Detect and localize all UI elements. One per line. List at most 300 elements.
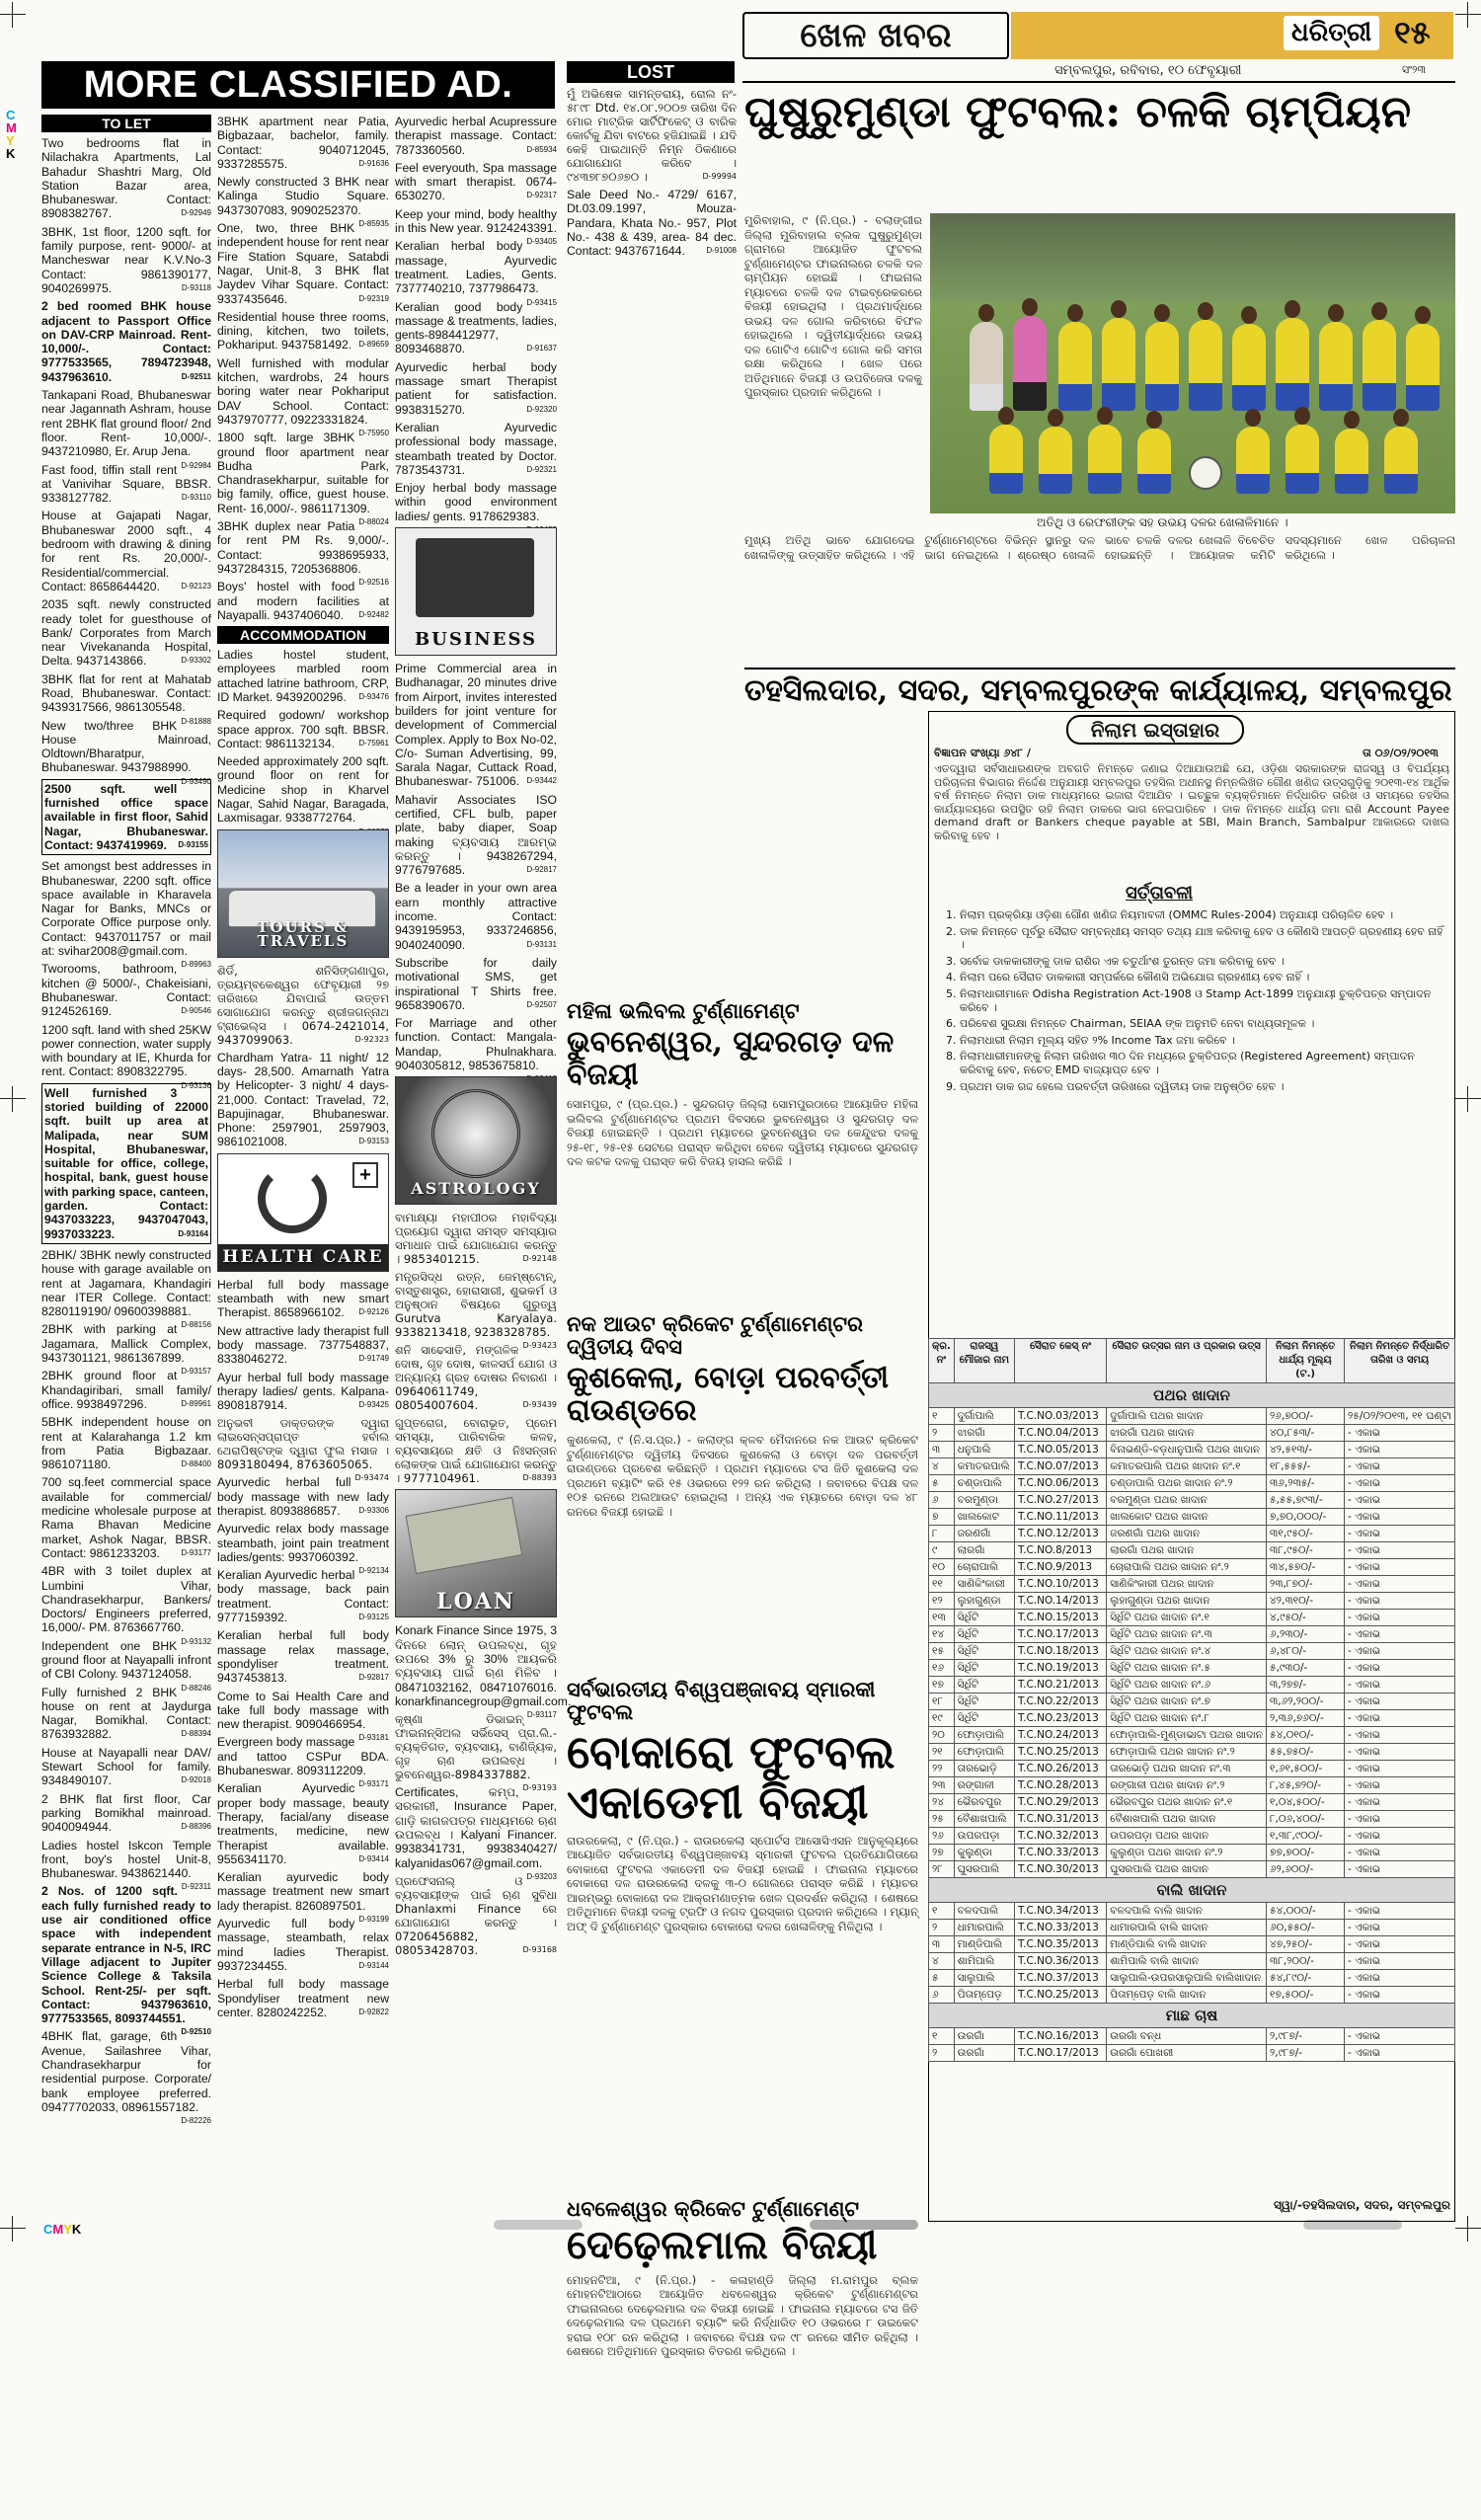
loan-image xyxy=(395,1489,557,1617)
table-cell: ଦୁର୍ଗାପାଲି xyxy=(954,1408,1014,1425)
table-cell: ରଙ୍ଗାଳୀ xyxy=(954,1777,1014,1794)
table-cell: ୧,୬୧,୫୦୦/- xyxy=(1267,1761,1345,1777)
table-cell: ୪୦,୮୫୩/- xyxy=(1267,1425,1345,1442)
ad-code: D-92822 xyxy=(358,2007,389,2016)
ad-code: D-93439 xyxy=(522,1400,557,1410)
ad-code: D-92018 xyxy=(181,1775,211,1785)
classified-ad xyxy=(41,1838,211,1892)
table-cell: ଭୈରବପୁର xyxy=(954,1794,1014,1811)
ad-code: D-93153 xyxy=(358,1137,389,1146)
football-icon xyxy=(1189,456,1222,490)
ad-code: D-93164 xyxy=(178,1228,208,1238)
classified-ad xyxy=(217,1278,389,1320)
ad-text: Well furnished 3 storied building of 22000 sqft. built up area at Malipada, near SUM Hospital, Bhubaneswar, suitable for office, college, hospital, bank, guest house with parking space, canteen, garden. Contact: 9437033223, 9437047043, 9937033223. xyxy=(44,1085,208,1241)
table-cell: T.C.NO.07/2013 xyxy=(1014,1458,1106,1475)
table-cell: ଭୈରବପୁର ପଥର ଖାଦାନ ନଂ.୧ xyxy=(1107,1794,1267,1811)
classified-ad xyxy=(395,161,557,203)
ad-code: D-92482 xyxy=(358,609,389,619)
table-row xyxy=(929,1559,1455,1576)
ad-text: Herbal full body massage steambath with new smart Therapist. 8658966102. xyxy=(217,1277,389,1320)
table-cell: ଚଣ୍ଡାପାଲି ପଥର ଖାଦାନ ନଂ.୨ xyxy=(1107,1475,1267,1492)
table-cell: ୫,୯୩୦/- xyxy=(1267,1660,1345,1677)
player-figure xyxy=(1039,427,1072,494)
table-cell: ୨୪ xyxy=(929,1794,955,1811)
table-row xyxy=(929,1761,1455,1777)
ad-text: Mahavir Associates ISO certified, CFL bulb, paper plate, baby diaper, Soap making ବ୍ୟବସାୟ ଆରମ୍ଭ କରନ୍ତୁ । 9438267294, 9776797685. xyxy=(395,792,557,878)
classified-ad xyxy=(217,1781,389,1866)
table-cell: T.C.NO.25/2013 xyxy=(1014,1744,1106,1761)
table-cell: - ଏକାଭ xyxy=(1345,1643,1455,1660)
table-row xyxy=(929,2045,1455,2062)
table-cell: - ଏକାଭ xyxy=(1345,1811,1455,1828)
crop-mark xyxy=(1455,1086,1481,1112)
ad-text: Tankapani Road, Bhubaneswar near Jagannath Ashram, house rent 2BHK flat ground floor/ 2nd floor. Rent- 10,000/-. 9437210980, Er. Arup Jena. xyxy=(41,388,211,459)
classified-ad xyxy=(217,355,389,438)
table-cell: ସାଲୁପାଲି xyxy=(954,1970,1014,1987)
notice-ref-no: ବିଜ୍ଞାପନ ସଂଖ୍ୟା ୬୪୮ / xyxy=(934,747,1031,759)
player-figure xyxy=(1276,318,1309,411)
classified-ad xyxy=(41,1884,211,2037)
ad-code: D-93415 xyxy=(526,297,557,307)
player-figure xyxy=(1406,324,1440,411)
table-cell: ୭ xyxy=(929,1509,955,1526)
table-cell: ସିର୍ଧିଟି ପଥର ଖାଦାନ ନଂ.୬ xyxy=(1107,1677,1267,1693)
table-cell: ୪୨,୩୧୦/- xyxy=(1267,1593,1345,1610)
classified-column-1 xyxy=(41,115,211,2238)
column-header: ସୈରାତ ଉତ୍ସର ନାମ ଓ ପ୍ରକାର ଉତ୍ସ xyxy=(1107,1339,1267,1383)
classified-ad xyxy=(395,1874,557,1957)
ad-code: D-93132 xyxy=(181,1636,211,1646)
cmyk-y: Y xyxy=(6,133,15,148)
story4-kicker: ସର୍ବଭାରତୀୟ ବିଶ୍ୱପଞ୍ଜାବୟ ସ୍ମାରକୀ ଫୁଟବଲ xyxy=(567,1677,876,1725)
table-row xyxy=(929,1811,1455,1828)
table-row xyxy=(929,1677,1455,1693)
table-cell: - ଏକାଭ xyxy=(1345,1761,1455,1777)
ad-list xyxy=(41,136,211,2126)
table-cell: T.C.NO.31/2013 xyxy=(1014,1811,1106,1828)
auction-table-body xyxy=(929,1383,1455,2062)
player-figure xyxy=(1335,429,1368,494)
ad-text: 2BHK/ 3BHK newly constructed house with garage available on rent at Jagamara, Khandagiri near ITER College. Contact: 8280119190/ 09600398881. xyxy=(41,1247,211,1319)
ad-code: D-93131 xyxy=(526,939,557,949)
ad-text: 2500 sqft. well furnished office space available in first floor, Sahid Nagar, Bhubaneswar. Contact: 9437419969. xyxy=(44,781,208,852)
ad-code: D-93155 xyxy=(178,839,208,849)
table-cell: ୧ xyxy=(929,2028,955,2045)
notice-ref-date: ତା ୦୬/୦୨/୨୦୧୩ xyxy=(1363,747,1439,759)
table-cell: ୪ xyxy=(929,1953,955,1970)
ad-text: Subscribe for daily motivational SMS, get inspirational T Shirts free. 9658390670. xyxy=(395,955,557,1012)
ad-code: D-93157 xyxy=(181,1367,211,1377)
ad-code: D-91636 xyxy=(358,158,389,168)
table-cell: ଉରଗାଁ ପୋଖରୀ xyxy=(1107,2045,1267,2062)
table-cell: ୩,୨୭୭/- xyxy=(1267,1677,1345,1693)
classified-ad xyxy=(567,188,737,258)
ad-text: Ayurvedic herbal Acupressure therapist massage. Contact: 7873360560. xyxy=(395,115,557,157)
ad-code: D-93136 xyxy=(181,1080,211,1090)
section-title: ପଥର ଖାଦାନ xyxy=(929,1383,1455,1408)
cmyk-k: K xyxy=(71,2222,82,2237)
health-care-label: HEALTH CARE xyxy=(218,1244,388,1270)
table-row xyxy=(929,1828,1455,1845)
ad-code: D-93442 xyxy=(526,776,557,786)
table-cell: T.C.NO.05/2013 xyxy=(1014,1442,1106,1458)
table-cell: T.C.NO.29/2013 xyxy=(1014,1794,1106,1811)
ad-text: 5BHK independent house on rent at Kalarahanga 1.2 km from Patia Bigbazaar. 9861071180. xyxy=(41,1415,211,1472)
ad-text: One, two, three BHK independent house for rent near Fire Station Square, Satabdi Nagar, Unit-8, 3 BHK flat Jaydev Vihar Square. Contact: 9337435646. xyxy=(217,221,389,306)
table-cell: ୨ xyxy=(929,1920,955,1936)
table-cell: ୧୨ xyxy=(929,1593,955,1610)
table-cell: T.C.NO.25/2013 xyxy=(1014,1987,1106,2004)
ad-list xyxy=(217,964,389,1149)
ad-text: Keralian Ayurvedic professional body massage, steambath treated by Doctor. 7873543731. xyxy=(395,420,557,477)
table-cell: ଚୋରାପାଲି ପଥର ଖାଦାନ ନଂ.୨ xyxy=(1107,1559,1267,1576)
table-cell: ୫୫,୭୫୦/- xyxy=(1267,1744,1345,1761)
story3-headline: କୁଶକେଲା, ବୋଡ଼ା ପରବର୍ତ୍ତୀ ରାଉଣ୍ଡରେ xyxy=(567,1361,890,1429)
conditions-title: ସର୍ତ୍ତାବଳୀ xyxy=(1126,883,1194,904)
ad-code: D-85935 xyxy=(358,219,389,229)
classified-ad xyxy=(41,1083,211,1244)
table-cell: ଝାରଗାଁ ପଥର ଖାଦାନ xyxy=(1107,1425,1267,1442)
table-row xyxy=(929,1861,1455,1878)
table-cell: ଦୁର୍ଗାପାଲି ପଥର ଖାଦାନ xyxy=(1107,1408,1267,1425)
table-cell: ଲାରଗାଁ xyxy=(954,1542,1014,1559)
table-row xyxy=(929,1953,1455,1970)
table-cell: ଉପରପଡ଼ା ପଥର ଖାଦାନ xyxy=(1107,1828,1267,1845)
table-row xyxy=(929,1710,1455,1727)
ad-list xyxy=(217,115,389,622)
table-row xyxy=(929,1408,1455,1425)
classified-ad xyxy=(395,1016,557,1072)
ad-text: କୃଷ୍ଣା ଡିଭାଇନ୍ ଫାଇନାନ୍ସିଅଲ ସର୍ଭିସେସ୍ ପ୍ରା.ଲି.- ବ୍ୟକ୍ତିଗତ, ବ୍ୟବସାୟ, ବାଣିଜ୍ୟିକ, ଗୃହ ଋଣ ଉପଲବ୍ଧ । ଭୁବନେଶ୍ୱର-8984337882. xyxy=(395,1712,557,1782)
ad-code: D-92311 xyxy=(181,1882,211,1892)
ad-text: 2BHK with parking at Jagamara, Mallick Complex, 9437301121, 9861367899. xyxy=(41,1322,211,1366)
column-header: ରାଜସ୍ୱ ମୌଜାର ନାମ xyxy=(954,1339,1014,1383)
table-cell: ସିର୍ଧିଟି ପଥର ଖାଦାନ ନଂ.୮ xyxy=(1107,1710,1267,1727)
table-cell: T.C.NO.35/2013 xyxy=(1014,1936,1106,1953)
table-cell: ପିତାମ୍ପେଡ଼ xyxy=(954,1987,1014,2004)
table-row xyxy=(929,1794,1455,1811)
ad-list xyxy=(217,648,389,826)
table-cell: T.C.NO.24/2013 xyxy=(1014,1727,1106,1744)
ad-code: D-92817 xyxy=(526,865,557,875)
table-cell: ସାଣିକିଂକାରୀ xyxy=(954,1576,1014,1593)
table-cell: T.C.NO.03/2013 xyxy=(1014,1408,1106,1425)
story2-text: ସୋମପୁର, ୯ (ପ୍ର.ପ୍ର.) - ସୁନ୍ଦରଗଡ଼ ଜିଲ୍ଲା ସୋମପୁରଠାରେ ଆୟୋଜିତ ମହିଳା ଭଲିବଲ ଟୁର୍ଣ୍ଣାମେଣ୍ଟର ପ୍ରଥମ ଦିବସରେ ଭୁବନେଶ୍ୱର ଓ ସୁନ୍ଦରଗଡ଼ ଦଳ ବିଜୟୀ ହୋଇଛନ୍ତି । ପ୍ରଥମ ମ୍ୟାଚରେ ଭୁବନେଶ୍ୱର ଦଳ କେନ୍ଦୁଝର ଦଳକୁ ୨୫-୧୮, ୨୫-୧୫ ସେଟରେ ପରାସ୍ତ କରିଥିବା ବେଳେ ଦ୍ୱିତୀୟ ମ୍ୟାଚରେ ସୁନ୍ଦରଗଡ଼ ଦଳ କଟକ ଦଳକୁ ପରାସ୍ତ କରି ବିଜୟ ହାସଲ କରିଛି । xyxy=(567,1097,918,1169)
notice-title: ନିଲାମ ଇସ୍ତାହାର xyxy=(1066,715,1244,745)
ad-text: Ayurvedic herbal full body massage with new lady therapist. 8093886857. xyxy=(217,1475,389,1518)
classified-ad xyxy=(217,1870,389,1925)
story3-text: କୁଶକେଲା, ୯ (ନି.ସ.ପ୍ର.) - କଲାଙ୍ଗ କ୍ଳବ ମୈଦାନରେ ନକ ଆଉଟ କ୍ରିକେଟ ଟୁର୍ଣ୍ଣାମେଣ୍ଟର ଦ୍ୱିତୀୟ ଦିବସରେ କୁଶକେଲା ଓ ବୋଡ଼ା ଦଳ ପରବର୍ତ୍ତୀ ରାଉଣ୍ଡରେ ପ୍ରବେଶ କରିଛନ୍ତି । ପ୍ରଥମ ମ୍ୟାଚରେ ଟସ ଜିତି କୁଶକେଲା ଦଳ ପ୍ରଥମେ ବ୍ୟାଟିଂ କରି ୧୫ ଓଭରରେ ୧୨୨ ରନ କରିଥିଲା । ଜବାବରେ ବିପକ୍ଷ ଦଳ ୧୦୫ ରନରେ ଅଲଆଉଟ ହୋଇଥିଲା । ଅନ୍ୟ ଏକ ମ୍ୟାଚରେ ବୋଡ଼ା ଦଳ ୪୮ ରନରେ ବିଜୟୀ ହୋଇଛି । xyxy=(567,1433,918,1519)
table-cell: T.C.NO.21/2013 xyxy=(1014,1677,1106,1693)
table-row xyxy=(929,1576,1455,1593)
crop-mark xyxy=(1455,2216,1481,2242)
condition-item: 7. ନିଲାମଧାରୀ ନିଲାମ ମୂଲ୍ୟ ସହିତ ୨% Income Tax ଜମା କରିବେ । xyxy=(960,1034,1447,1048)
table-cell: ସାଣିକିଂକାରୀ ପଥର ଖାଦାନ xyxy=(1107,1576,1267,1593)
classified-ad xyxy=(567,87,737,184)
ad-text: 3BHK flat for rent at Mahatab Road, Bhubaneswar. Contact: 9439317566, 9861305548. xyxy=(41,671,211,715)
ad-code: D-75961 xyxy=(358,738,389,748)
table-cell: T.C.NO.10/2013 xyxy=(1014,1576,1106,1593)
ad-text: ଗୁପ୍ତରୋଗ, ବୋରାଭୂତ, ପ୍ରେମ ସମସ୍ୟା, ପାରିବାରିକ କଳହ, ବ୍ୟବସାୟରେ କ୍ଷତି ଓ ନିଃସନ୍ତାନ ଲୋକଙ୍କ ପାଇଁ ଯୋଗାଯୋଗ କରନ୍ତୁ । 9777104961. xyxy=(395,1416,557,1486)
table-cell: ଚଣ୍ଡାପାଲି xyxy=(954,1475,1014,1492)
table-cell: ସିର୍ଧିଟି ପଥର ଖାଦାନ ନଂ.୫ xyxy=(1107,1660,1267,1677)
ad-text: Herbal full body massage Spondyliser treatment new center. 8280242252. xyxy=(217,1977,389,2019)
table-row xyxy=(929,1425,1455,1442)
ad-code: D-93177 xyxy=(181,1547,211,1557)
table-cell: - ଏକାଭ xyxy=(1345,1559,1455,1576)
table-cell: ୧୭,୫୦୦/- xyxy=(1267,1987,1345,2004)
table-cell: ୪୭,୨୫୦/- xyxy=(1267,1936,1345,1953)
ad-code: D-93125 xyxy=(358,1613,389,1622)
table-cell: T.C.NO.33/2013 xyxy=(1014,1920,1106,1936)
table-row xyxy=(929,1458,1455,1475)
ad-code: D-93405 xyxy=(526,237,557,247)
lead-article-text: ମୁରିବାହାଲ, ୯ (ନି.ପ୍ର.) - ବଲାଙ୍ଗୀର ଜିଲ୍ଲା ମୁରିବାହାଲ ବ୍ଲକ ଘୁଷୁରୁମୁଣ୍ଡା ଗ୍ରାମରେ ଆୟୋଜିତ ଫୁଟବଲ ଟୁର୍ଣ୍ଣାମେଣ୍ଟର ଫାଇନାଲରେ ଚଳକି ଦଳ ଚାମ୍ପିୟନ ହୋଇଛି । ଫାଇନାଲ ମ୍ୟାଚରେ ଚଳକି ଦଳ ଟାଇବ୍ରେକରରେ ବିଜୟୀ ହୋଇଥିଲା । ପ୍ରଥମାର୍ଦ୍ଧରେ ଉଭୟ ଦଳ ଗୋଲ କରିବାରେ ବିଫଳ ହୋଇଥିଲେ । ଦ୍ୱିତୀୟାର୍ଦ୍ଧରେ ଉଭୟ ଦଳ ଗୋଟିଏ ଗୋଟିଏ ଗୋଲ କରି ସମତା ରକ୍ଷା କରିଥିଲେ । ଖେଳ ପରେ ଅତିଥିମାନେ ବିଜୟୀ ଓ ଉପବିଜେତା ଦଳକୁ ପୁରସ୍କାର ପ୍ରଦାନ କରିଥିଲେ । xyxy=(744,213,922,399)
table-cell: ଉରଗାଁ ବନ୍ଧ xyxy=(1107,2028,1267,2045)
table-row xyxy=(929,1626,1455,1643)
classified-ad xyxy=(217,708,389,750)
classified-ad xyxy=(41,225,211,295)
ad-text: 700 sq.feet commercial space available for commercial/ medicine wholesale purpose at Rama Bhavan Medicine market, Ashok Nagar, BBSR. Contact: 9861233203. xyxy=(41,1475,211,1560)
photo-background xyxy=(930,213,1455,302)
story2-headline: ଭୁବନେଶ୍ୱର, ସୁନ୍ଦରଗଡ଼ ଦଳ ବିଜୟୀ xyxy=(567,1025,895,1093)
story5-kicker: ଧବଳେଶ୍ୱର କ୍ରିକେଟ ଟୁର୍ଣ୍ଣାମେଣ୍ଟ xyxy=(567,2195,860,2221)
ad-text: 2035 sqft. newly constructed ready tolet for guesthouse of Bank/ Corporates from March near Vivekananda Hospital, Delta. 9437143866. xyxy=(41,597,211,669)
ad-code: D-93144 xyxy=(358,1960,389,1970)
player-figure xyxy=(1145,322,1179,411)
table-cell: T.C.NO.14/2013 xyxy=(1014,1593,1106,1610)
table-cell: ୧୩ xyxy=(929,1610,955,1626)
table-cell: - ଏକାଭ xyxy=(1345,1936,1455,1953)
table-cell: ୨୬,୭୦୦/- xyxy=(1267,1408,1345,1425)
table-row xyxy=(929,1970,1455,1987)
ad-text: Enjoy herbal body massage within good environment ladies/ gents. 9178629383. xyxy=(395,481,557,523)
table-cell: T.C.NO.27/2013 xyxy=(1014,1492,1106,1509)
classified-ad xyxy=(217,310,389,353)
ad-list xyxy=(395,115,557,523)
player-figure xyxy=(1088,425,1122,494)
ad-code: D-88246 xyxy=(181,1683,211,1693)
classified-ad xyxy=(217,1416,389,1483)
color-bar xyxy=(1303,2220,1402,2230)
ad-text: 1800 sqft. large 3BHK ground floor apartment near Budha Park, Chandrasekharpur, suitable for big family, office, guest house. Rent- 16,000/-. 9861171309. xyxy=(217,431,389,515)
table-row xyxy=(929,1542,1455,1559)
ad-code: D-88156 xyxy=(181,1320,211,1330)
table-cell: ୧୧ xyxy=(929,1576,955,1593)
ad-code: D-93110 xyxy=(181,493,211,503)
ad-code: D-92949 xyxy=(181,208,211,218)
classified-ad xyxy=(41,1415,211,1471)
ad-code: D-93181 xyxy=(358,1733,389,1743)
table-cell: ୧୦ xyxy=(929,1559,955,1576)
classified-ad xyxy=(41,509,211,593)
section-title: ବାଲି ଖାଦାନ xyxy=(929,1878,1455,1903)
table-cell: - ଏକାଭ xyxy=(1345,1710,1455,1727)
ad-text: Ladies hostel student, employees marbled room attached latrine bathroom, CRP, ID Market. 9439200296. xyxy=(217,648,389,704)
table-cell: ସିର୍ଧିଟି xyxy=(954,1710,1014,1727)
player-figure xyxy=(1236,427,1270,494)
table-row xyxy=(929,1744,1455,1761)
section-title: ମାଛ ଚାଷ xyxy=(929,2004,1455,2028)
table-row xyxy=(929,1903,1455,1920)
table-cell: ୨୮ xyxy=(929,1861,955,1878)
table-cell: କମାତରପାଲି xyxy=(954,1458,1014,1475)
classified-ad xyxy=(395,793,557,878)
ad-text: New two/three BHK House Mainroad, Oldtown/Bharatpur, Bhubaneswar. 9437988990. xyxy=(41,718,211,775)
table-cell: T.C.NO.19/2013 xyxy=(1014,1660,1106,1677)
table-cell: T.C.NO.33/2013 xyxy=(1014,1845,1106,1861)
table-cell: ବୈଶାଖପାଲି xyxy=(954,1811,1014,1828)
table-cell: ୨୭ xyxy=(929,1845,955,1861)
ad-text: 2 Nos. of 1200 sqft. each fully furnished ready to use air conditioned office space with independent separate entrance in N-5, IRC Village adjacent to Jupiter Science College & Taksila School. Rent-25/- per sqft. Contact: 9437963610, 9777533565, 8093744551. xyxy=(41,1884,211,2026)
classified-ad xyxy=(217,221,389,306)
ad-text: 3BHK apartment near Patia, Bigbazaar, bachelor, family. Contact: 9040712045, 9337285575. xyxy=(217,115,389,171)
ad-text: Ayur herbal full body massage therapy ladies/ gents. Kalpana-8908187914. xyxy=(217,1370,389,1413)
table-cell: ଘୁସରପାଲି xyxy=(954,1861,1014,1878)
table-cell: ୩୮,୨୦୦/- xyxy=(1267,1953,1345,1970)
table-cell: ସିର୍ଧିଟି xyxy=(954,1693,1014,1710)
ad-text: Set amongst best addresses in Bhubaneswar, 2200 sqft. office space available in Kharavela Nagar for Banks, MNCs or Corporate Office purpose only. Contact: 9437011757 or mail at: svihar2008@gmail.com. xyxy=(41,859,211,959)
table-cell: ୬,୨୩୦/- xyxy=(1267,1626,1345,1643)
ad-text: Ladies hostel Iskcon Temple front, boy's hostel Unit-8, Bhubaneswar. 9438621440. xyxy=(41,1838,211,1881)
classified-ad xyxy=(395,1211,557,1266)
ad-text: Chardham Yatra- 11 night/ 12 days- 28,500. Amarnath Yatra by Helicopter- 3 night/ 4 days- 21,000. Contact: Travelad, 72, Bapujinagar, Bhubaneswar. Phone: 2597901, 2597903, 9861021008. xyxy=(217,1050,389,1149)
table-cell: - ଏକାଭ xyxy=(1345,1920,1455,1936)
table-cell: ଘୁସରପାଲି ପଥର ଖାଦାନ xyxy=(1107,1861,1267,1878)
condition-item: 6. ପରିବେଶ ସୁରକ୍ଷା ନିମନ୍ତେ Chairman, SEIAA ଙ୍କ ଅନୁମତି ନେବା ବାଧ୍ୟତାମୂଳକ । xyxy=(960,1017,1447,1031)
table-cell: ୩୬,୨୩୫/- xyxy=(1267,1475,1345,1492)
dateline-code: ସଂ୨୩ xyxy=(1402,63,1427,76)
table-cell: ୨ xyxy=(929,2045,955,2062)
ad-text: Fast food, tiffin stall rent at Vanivihar Square, BBSR. 9338127782. xyxy=(41,462,211,506)
table-cell: ୭୭,୭୦୦/- xyxy=(1267,1845,1345,1861)
cmyk-m: M xyxy=(52,2222,64,2237)
table-cell: ୫ xyxy=(929,1970,955,1987)
ad-code: D-92510 xyxy=(181,2027,211,2037)
ad-code: D-89961 xyxy=(181,1398,211,1408)
table-cell: ଜରଣଗାଁ ପଥର ଖାଦାନ xyxy=(1107,1526,1267,1542)
table-cell: ଜରଣଗାଁ xyxy=(954,1526,1014,1542)
astrology-image xyxy=(395,1076,557,1205)
table-cell: - ଏକାଭ xyxy=(1345,1953,1455,1970)
ad-code: D-92319 xyxy=(358,293,389,303)
ad-text: Come to Sai Health Care and take full body massage with new therapist. 9090466954. xyxy=(217,1689,389,1732)
classified-ad xyxy=(217,175,389,229)
table-cell: ସିର୍ଧିଟି xyxy=(954,1643,1014,1660)
table-row xyxy=(929,1593,1455,1610)
table-section-row xyxy=(929,2004,1455,2028)
table-cell: ୨୧ xyxy=(929,1744,955,1761)
column-header: ନିଲାମ ନିମନ୍ତେ ନିର୍ଦ୍ଧାରିତ ତାରିଖ ଓ ସମୟ xyxy=(1345,1339,1455,1383)
ad-text: Keralian ayurvedic body massage treatment new smart lady therapist. 8260897501. xyxy=(217,1870,389,1913)
table-cell: ତାରଭୋଡ଼ି ପଥର ଖାଦାନ ନଂ.୩ xyxy=(1107,1761,1267,1777)
lead-headline: ଘୁଷୁରୁମୁଣ୍ଡା ଫୁଟବଲ: ଚଳକି ଚାମ୍ପିୟନ xyxy=(744,87,1412,137)
classified-ad xyxy=(217,1689,389,1743)
table-cell: ୨,୩୬,୭୬୦/- xyxy=(1267,1710,1345,1727)
table-cell: - ଏକାଭ xyxy=(1345,1458,1455,1475)
table-cell: - ଏକାଭ xyxy=(1345,1425,1455,1442)
table-cell: - ଏକାଭ xyxy=(1345,1576,1455,1593)
ad-list xyxy=(567,87,737,258)
ad-text: Needed approximately 200 sqft. ground floor on rent for Medicine shop in Kharvel Nagar, Sahid Nagar, Baragada, Laxmisagar. 9338772764. xyxy=(217,754,389,826)
table-cell: ବିନାଭଣ୍ଡି-ବଡ଼ଧାନୁପାଲି ପଥର ଖାଦାନ xyxy=(1107,1442,1267,1458)
table-row xyxy=(929,1509,1455,1526)
table-cell: ୩୮,୯୫୦/- xyxy=(1267,1542,1345,1559)
ad-text: Required godown/ workshop space approx. 700 sqft. BBSR. Contact: 9861132134. xyxy=(217,708,389,750)
classified-ad xyxy=(41,1247,211,1330)
table-cell: ୨ xyxy=(929,1425,955,1442)
ad-text: Certificates, କମ୍ପ, ସରକାରୀ, Insurance Paper, ଗାଡ଼ି କାଗଜପତ୍ର ମାଧ୍ୟମରେ ଋଣ ଉପଲବ୍ଧ । Kalyani Financer. 9938341731, 9938340427/ kalyanidas067@gmail.com. xyxy=(395,1785,557,1870)
astrology-label: ASTROLOGY xyxy=(411,1179,541,1199)
classified-ad xyxy=(395,481,557,523)
table-cell: - ଏକାଭ xyxy=(1345,1610,1455,1626)
classified-ad xyxy=(217,1324,389,1367)
classified-ad xyxy=(217,648,389,704)
table-cell: ୧ xyxy=(929,1408,955,1425)
table-cell: ୬୨,୬୦୦/- xyxy=(1267,1861,1345,1878)
classified-ad xyxy=(41,1022,211,1090)
table-section-row xyxy=(929,1383,1455,1408)
table-cell: ବଳଦପାଲି ବାଲି ଖାଦାନ xyxy=(1107,1903,1267,1920)
crop-mark xyxy=(0,1086,26,1112)
condition-item: 1. ନିଲାମ ପ୍ରକ୍ରିୟା ଓଡ଼ିଶା ଗୌଣ ଖଣିଜ ନିୟମାବଳୀ (OMMC Rules-2004) ଅନୁଯାୟୀ ପରିଚାଳିତ ହେବ । xyxy=(960,908,1447,922)
table-cell: - ଏକାଭ xyxy=(1345,2028,1455,2045)
table-cell: ଚୋରାପାଲି xyxy=(954,1559,1014,1576)
table-cell: କୁଲୁଣ୍ଡା xyxy=(954,1845,1014,1861)
ad-code: D-89963 xyxy=(181,960,211,970)
classified-ad xyxy=(217,115,389,171)
photo-caption: ଅତିଥି ଓ ରେଫରୀଙ୍କ ସହ ଉଭୟ ଦଳର ଖେଳାଳିମାନେ । xyxy=(1037,515,1288,529)
ad-code: D-89659 xyxy=(358,340,389,350)
table-cell: ଧାମାରପାଲି ବାଲି ଖାଦାନ xyxy=(1107,1920,1267,1936)
ad-text: Ayurvedic relax body massage steambath, joint pain treatment ladies/gents: 9937060392. xyxy=(217,1522,389,1564)
table-cell: ବରମୁଣ୍ଡା xyxy=(954,1492,1014,1509)
ad-code: D-92511 xyxy=(181,371,211,381)
cmyk-mark-vertical xyxy=(6,109,20,160)
ad-text: Feel everyouth, Spa massage with smart therapist. 0674-6530270. xyxy=(395,160,557,203)
table-cell: - ଏକାଭ xyxy=(1345,1475,1455,1492)
classified-ad xyxy=(395,1416,557,1485)
lost-column xyxy=(567,87,737,259)
table-cell: ଲାରଗାଁ ପଥର ଖାଦାନ xyxy=(1107,1542,1267,1559)
table-cell: ୧,୩୮,୯୦୦/- xyxy=(1267,1828,1345,1845)
table-cell: T.C.NO.17/2013 xyxy=(1014,2045,1106,2062)
ad-text: Residential house three rooms, dining, kitchen, two toilets, Pokhariput. 9437581492. xyxy=(217,309,389,353)
player-figure xyxy=(1058,322,1092,411)
ad-text: Be a leader in your own area earn monthly attractive income. Contact: 9439195953, 9337246856, 9040240090. xyxy=(395,881,557,952)
table-cell: - ଏକାଭ xyxy=(1345,1987,1455,2004)
classified-ad xyxy=(41,597,211,668)
ad-code: D-92516 xyxy=(358,578,389,588)
ad-code: D-92126 xyxy=(358,1307,389,1317)
table-cell: - ଏକାଭ xyxy=(1345,1794,1455,1811)
player-figure xyxy=(1384,427,1418,494)
table-cell: - ଏକାଭ xyxy=(1345,1442,1455,1458)
table-cell: ୭,୭୦,୦୦୦/- xyxy=(1267,1509,1345,1526)
table-cell: T.C.NO.23/2013 xyxy=(1014,1710,1106,1727)
condition-item: 9. ପ୍ରଥମ ଡାକ ରଦ୍ଦ ହେଲେ ପରବର୍ତ୍ତୀ ତାରିଖରେ ଦ୍ୱିତୀୟ ଡାକ ଅନୁଷ୍ଠିତ ହେବ । xyxy=(960,1080,1447,1094)
classified-ad xyxy=(217,754,389,825)
divider xyxy=(742,81,1455,83)
ad-text: Prime Commercial area in Budhanagar, 20 minutes drive from Airport, invites interested builders for joint venture for development of Commercial Complex. Apply to Box No-02, C/o- Suman Advertising, 99, Sarala Nagar, Cuttack Road, Bhubaneswar- 751006. xyxy=(395,662,557,789)
ad-code: D-85934 xyxy=(526,144,557,154)
table-cell: ୫ xyxy=(929,1475,955,1492)
table-row xyxy=(929,1660,1455,1677)
table-cell: ସିର୍ଧିଟି ପଥର ଖାଦାନ ନଂ.୪ xyxy=(1107,1643,1267,1660)
condition-item: 8. ନିଲାମଧାରୀମାନଙ୍କୁ ନିଲାମ ତାରିଖର ୩୦ ଦିନ ମଧ୍ୟରେ ଚୁକ୍ତିପତ୍ର (Registered Agreement) ସମ୍ପାଦନ କରିବାକୁ ହେବ, ନଚେତ୍ EMD ବାଜ୍ୟାପ୍ତ ହେବ । xyxy=(960,1050,1447,1076)
ad-text: Keralian herbal full body massage relax massage, spondyliser treatment. 9437453813. xyxy=(217,1628,389,1686)
ad-text: Konark Finance Since 1975, 3 ଦିନରେ ଲୋନ୍ ଉପଲବ୍ଧ, ଗୃହ ଉପରେ 3% ରୁ 30% ଆୟକରି ବ୍ୟବସାୟ ପାଇଁ ଋଣ ମିଳିବ । 08471032162, 08471076016. konarkfinancegroup@gmail.com. xyxy=(395,1623,572,1708)
